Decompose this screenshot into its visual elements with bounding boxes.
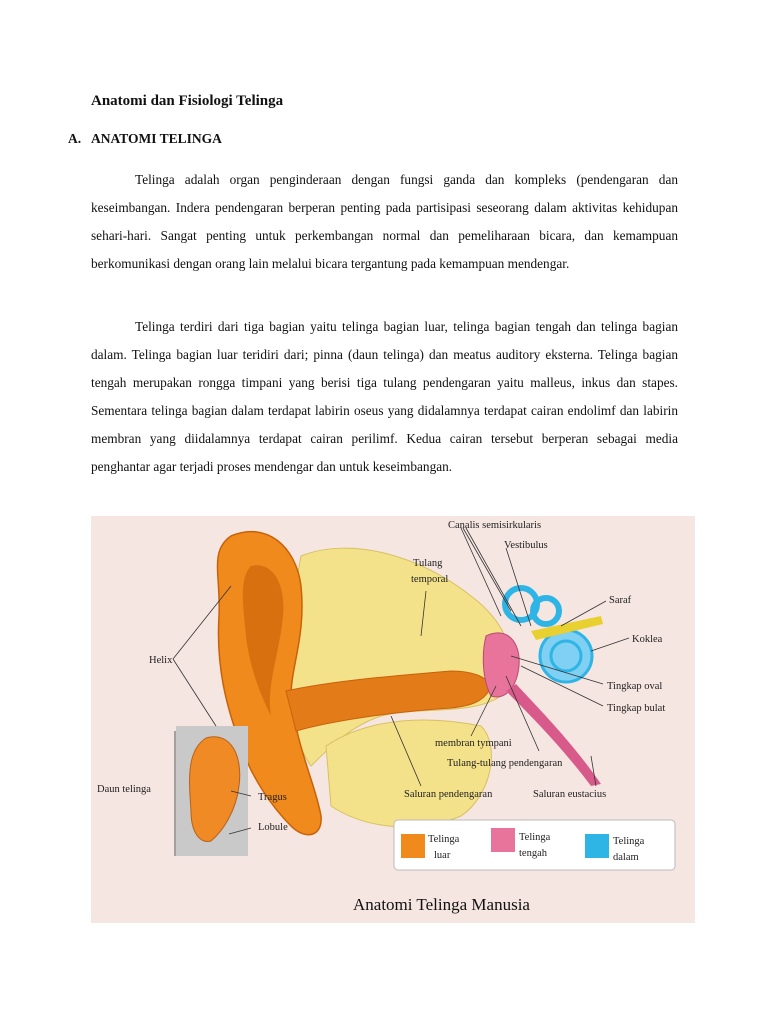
lower-bone-shape	[326, 720, 491, 827]
legend-swatch-luar	[401, 834, 425, 858]
label-saraf: Saraf	[609, 595, 632, 606]
label-daun: Daun telinga	[97, 784, 151, 795]
label-membran: membran tympani	[435, 738, 512, 749]
ear-anatomy-figure	[91, 516, 695, 923]
legend-tengah-line1: Telinga	[519, 832, 551, 843]
label-tingkap-oval: Tingkap oval	[607, 681, 663, 692]
legend-swatch-tengah	[491, 828, 515, 852]
eustachian-tube-shape	[506, 684, 601, 786]
legend-luar-line1: Telinga	[428, 834, 460, 845]
label-saluran-eustacius: Saluran eustacius	[533, 789, 607, 800]
label-tragus: Tragus	[258, 792, 287, 803]
label-lobule: Lobule	[258, 822, 288, 833]
paragraph-2: Telinga terdiri dari tiga bagian yaitu telinga bagian luar, telinga bagian tengah dan telinga bagian dalam. Telinga bagian luar teridiri dari; pinna (daun telinga) dan meatus auditory eksterna. Telinga bagian tengah merupakan rongga timpani yang berisi tiga tulang pendengaran yaitu malleus, inkus dan stapes. Sementara telinga bagian dalam terdapat labirin oseus yang didalamnya terdapat cairan endolimf dan labirin membran yang diidalamnya terdapat cairan perilimf. Kedua cairan tersebut berperan sebagai media penghantar agar terjadi proses mendengar dan untuk keseimbangan.	[91, 319, 678, 474]
label-canalis: Canalis semisirkularis	[448, 520, 542, 531]
legend-luar-line2: luar	[434, 850, 451, 861]
label-tulang-2: temporal	[411, 574, 449, 585]
legend-swatch-dalam	[585, 834, 609, 858]
label-tulang-1: Tulang	[413, 558, 443, 569]
label-helix: Helix	[149, 655, 173, 666]
label-vestibulus: Vestibulus	[504, 540, 548, 551]
section-heading	[68, 131, 222, 147]
figure-caption: Anatomi Telinga Manusia	[353, 895, 530, 914]
legend	[394, 820, 675, 870]
label-tulang-tulang: Tulang-tulang pendengaran	[447, 758, 563, 769]
legend-dalam-line1: Telinga	[613, 836, 645, 847]
legend-dalam-line2: dalam	[613, 852, 639, 863]
ear-anatomy-illustration	[91, 516, 695, 923]
label-saluran-pendengaran: Saluran pendengaran	[404, 789, 493, 800]
cochlea-shape	[540, 630, 592, 682]
label-koklea: Koklea	[632, 634, 663, 645]
legend-tengah-line2: tengah	[519, 848, 547, 859]
document-title: Anatomi dan Fisiologi Telinga	[91, 93, 284, 109]
section-title: ANATOMI TELINGA	[91, 131, 222, 146]
section-number: A.	[68, 131, 82, 146]
label-tingkap-bulat: Tingkap bulat	[607, 703, 666, 714]
paragraph-1: Telinga adalah organ penginderaan dengan fungsi ganda dan kompleks (pendengaran dan keseimbangan. Indera pendengaran berperan penting pada partisipasi seseorang dalam aktivitas kehidupan sehari-hari. Sangat penting untuk perkembangan normal dan pemeliharaan bicara, dan kemampuan berkomunikasi dengan orang lain melalui bicara tergantung pada kemampuan mendengar.	[91, 172, 678, 271]
